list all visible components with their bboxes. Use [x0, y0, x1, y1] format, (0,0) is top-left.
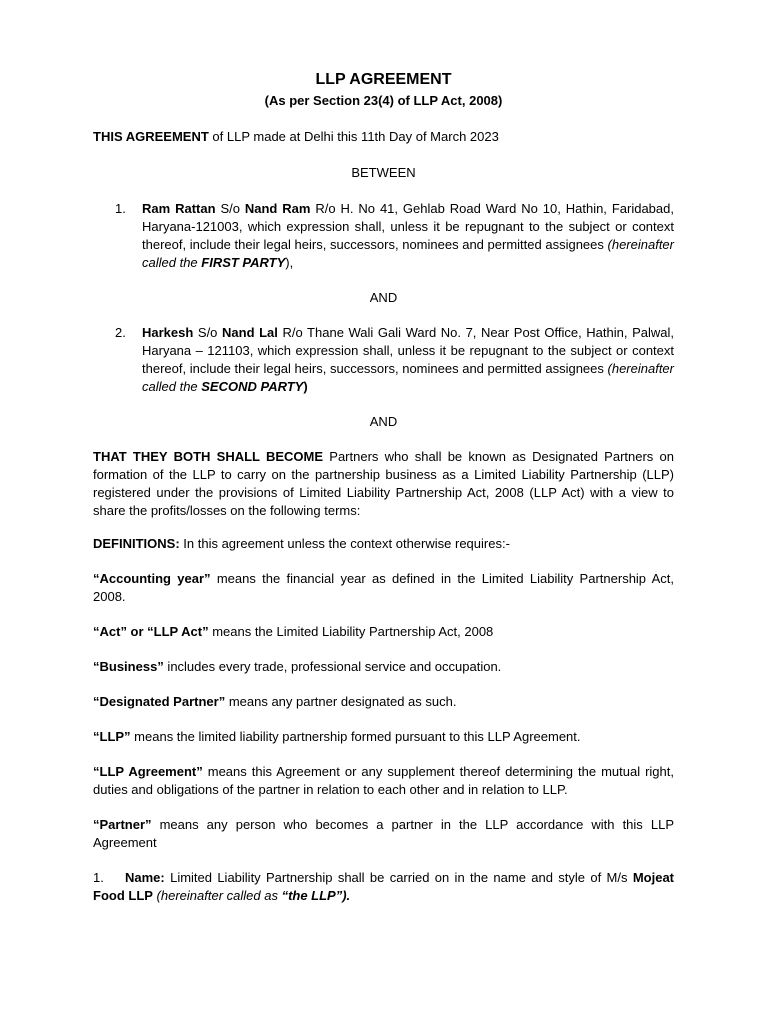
definition-act	[93, 623, 674, 641]
definition-term: “Business”	[93, 659, 164, 674]
document-page	[93, 70, 674, 905]
party-one-father: Nand Ram	[244, 201, 311, 216]
party-two-father: Nand Lal	[222, 325, 278, 340]
party-two-end: )	[303, 379, 308, 394]
definition-partner	[93, 816, 674, 852]
party-two-number: 2.	[115, 325, 126, 340]
definition-text: means the Limited Liability Partnership Act, 2008	[208, 624, 494, 639]
document-title: LLP AGREEMENT	[315, 71, 452, 88]
clause-the-llp: “the LLP”).	[281, 888, 351, 903]
party-two-called: (hereinafter called the	[142, 361, 674, 394]
party-two-role: SECOND PARTY	[201, 379, 304, 394]
party-one-number: 1.	[115, 201, 126, 216]
party-one-name: Ram Rattan	[142, 201, 216, 216]
party-two-text	[142, 324, 674, 396]
party-one-called: (hereinafter called the	[142, 237, 674, 270]
definition-term: “Designated Partner”	[93, 694, 226, 709]
party-one	[115, 200, 674, 272]
definition-text: means any person who becomes a partner in the LLP accordance with this LLP Agreement	[93, 817, 674, 850]
definition-term: “LLP”	[93, 729, 131, 744]
intro-paragraph	[93, 128, 674, 146]
definition-designated-partner	[93, 693, 674, 711]
definitions-rest: In this agreement unless the context otherwise requires:-	[179, 536, 510, 551]
and-heading-1: AND	[369, 290, 398, 305]
definition-llp	[93, 728, 674, 746]
definition-text: means any partner designated as such.	[225, 694, 457, 709]
party-two-so: S/o	[193, 325, 223, 340]
definition-term: “LLP Agreement”	[93, 764, 203, 779]
party-two-details: R/o Thane Wali Gali Ward No. 7, Near Post Office, Hathin, Palwal, Haryana – 121103, which expression shall, unless it be repugnant to the subject or context thereof, include their legal heirs, successors, nominees and permitted assignees	[142, 325, 674, 376]
clause-text: Limited Liability Partnership shall be carried on in the name and style of M/s	[164, 870, 633, 885]
that-lead: THAT THEY BOTH SHALL BECOME	[93, 449, 324, 464]
clause-llp-name: Mojeat Food LLP	[93, 870, 674, 903]
and-heading-2: AND	[369, 414, 398, 429]
definition-text: means the limited liability partnership formed pursuant to this LLP Agreement.	[130, 729, 581, 744]
party-one-so: S/o	[215, 201, 245, 216]
definition-text: means this Agreement or any supplement thereof determining the mutual right, duties and obligations of the partner in relation to each other and in relation to LLP.	[93, 764, 674, 797]
that-rest: Partners who shall be known as Designated Partners on formation of the LLP to carry on the partnership business as a Limited Liability Partnership (LLP) registered under the provisions of Limited Liability Partnership Act, 2008 (LLP Act) with a view to share the profits/losses on the following terms:	[93, 449, 674, 518]
party-one-role: FIRST PARTY	[201, 255, 286, 270]
clause-label: Name:	[125, 870, 165, 885]
definitions-paragraph	[93, 535, 674, 553]
party-one-end: ),	[285, 255, 294, 270]
party-two-name: Harkesh	[142, 325, 194, 340]
clause-name	[93, 869, 674, 905]
between-heading: BETWEEN	[351, 165, 416, 180]
intro-lead: THIS AGREEMENT	[93, 129, 209, 144]
definition-term: “Partner”	[93, 817, 152, 832]
party-one-text	[142, 200, 674, 272]
clause-called: (hereinafter called as	[152, 888, 282, 903]
definition-text: includes every trade, professional service and occupation.	[163, 659, 502, 674]
definition-llp-agreement	[93, 763, 674, 799]
definition-text: means the financial year as defined in the Limited Liability Partnership Act, 2008.	[93, 571, 674, 604]
clause-number: 1.	[93, 870, 104, 885]
party-two	[115, 324, 674, 396]
that-paragraph	[93, 448, 674, 520]
definition-term: “Act” or “LLP Act”	[93, 624, 209, 639]
definitions-lead: DEFINITIONS:	[93, 536, 180, 551]
definition-business	[93, 658, 674, 676]
document-subtitle: (As per Section 23(4) of LLP Act, 2008)	[264, 93, 503, 108]
definition-accounting-year	[93, 570, 674, 606]
intro-rest: of LLP made at Delhi this 11th Day of March 2023	[208, 129, 499, 144]
party-one-details: R/o H. No 41, Gehlab Road Ward No 10, Hathin, Faridabad, Haryana-121003, which expression shall, unless it be repugnant to the subject or context thereof, include their legal heirs, successors, nominees and permitted assignees	[142, 201, 674, 252]
definition-term: “Accounting year”	[93, 571, 211, 586]
